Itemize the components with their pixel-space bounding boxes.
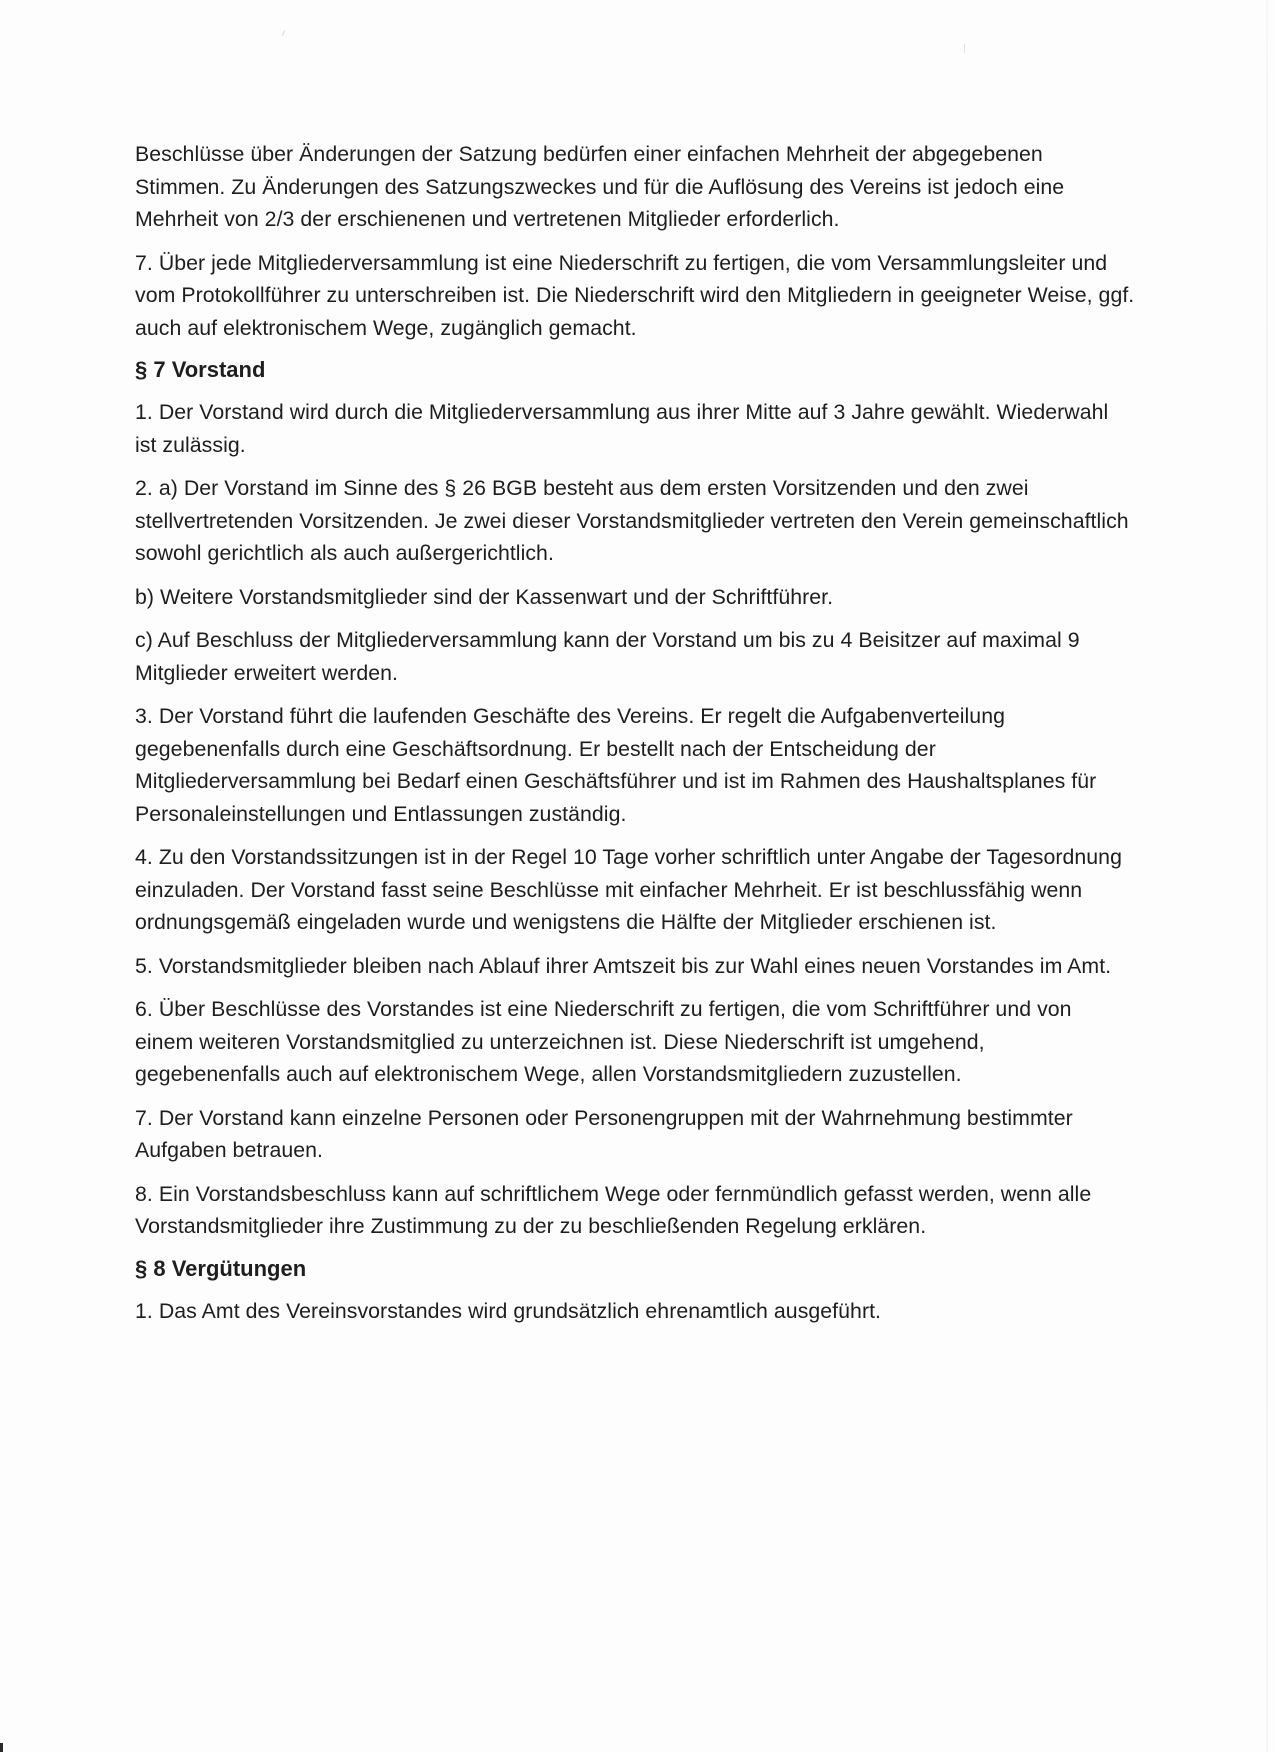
document-body bbox=[135, 138, 1135, 1338]
section-heading-vorstand: § 7 Vorstand bbox=[135, 357, 266, 382]
paragraph-7-3: 3. Der Vorstand führt die laufenden Geschäfte des Vereins. Er regelt die Aufgabenverteilung gegebenenfalls durch eine Geschäftsordnung. Er bestellt nach der Entscheidung der Mitgliederversammlung bei Bedarf einen Geschäftsführer und ist im Rahmen des Haushaltsplanes für Personaleinstellungen und Entlassungen zuständig. bbox=[135, 704, 1097, 826]
scan-edge-shadow bbox=[1266, 0, 1268, 1752]
paragraph-7-5: 5. Vorstandsmitglieder bleiben nach Ablauf ihrer Amtszeit bis zur Wahl eines neuen Vorstandes im Amt. bbox=[135, 953, 1112, 978]
section-heading-verguetungen: § 8 Vergütungen bbox=[135, 1255, 307, 1281]
scan-speck bbox=[964, 44, 965, 53]
scan-mark bbox=[0, 1743, 3, 1752]
paragraph-7-8: 8. Ein Vorstandsbeschluss kann auf schriftlichem Wege oder fernmündlich gefasst werden, wenn alle Vorstandsmitglieder ihre Zustimmung zu der zu beschließenden Regelung erklären. bbox=[135, 1181, 1092, 1238]
paragraph-7-1: 1. Der Vorstand wird durch die Mitgliederversammlung aus ihrer Mitte auf 3 Jahre gewählt. Wiederwahl ist zulässig. bbox=[135, 400, 1109, 457]
paragraph-8-1: 1. Das Amt des Vereinsvorstandes wird grundsätzlich ehrenamtlich ausgeführt. bbox=[135, 1298, 882, 1323]
paragraph-6-7-minutes: 7. Über jede Mitgliederversammlung ist eine Niederschrift zu fertigen, die vom Versammlungsleiter und vom Protokollführer zu unterschreiben ist. Die Niederschrift wird den Mitgliedern in geeigneter Weise, ggf. auch auf elektronischem Wege, zugänglich gemacht. bbox=[135, 250, 1135, 340]
paragraph-7-2c: c) Auf Beschluss der Mitgliederversammlung kann der Vorstand um bis zu 4 Beisitzer auf maximal 9 Mitglieder erweitert werden. bbox=[135, 628, 1080, 685]
paragraph-7-2b: b) Weitere Vorstandsmitglieder sind der Kassenwart und der Schriftführer. bbox=[135, 584, 834, 609]
paragraph-7-6: 6. Über Beschlüsse des Vorstandes ist eine Niederschrift zu fertigen, die vom Schriftführer und von einem weiteren Vorstandsmitglied zu unterzeichnen ist. Diese Niederschrift ist umgehend, gegebenenfalls auch auf elektronischem Wege, allen Vorstandsmitgliedern zuzustellen. bbox=[135, 997, 1072, 1086]
paragraph-7-4: 4. Zu den Vorstandssitzungen ist in der Regel 10 Tage vorher schriftlich unter Angabe der Tagesordnung einzuladen. Der Vorstand fasst seine Beschlüsse mit einfacher Mehrheit. Er ist beschlussfähig wenn ordnungsgemäß eingeladen wurde und wenigstens die Hälfte der Mitglieder erschienen ist. bbox=[135, 845, 1122, 934]
paragraph-amendment-majority: Beschlüsse über Änderungen der Satzung bedürfen einer einfachen Mehrheit der abgegebenen Stimmen. Zu Änderungen des Satzungszweckes und für die Auflösung des Vereins ist jedoch eine Mehrheit von 2/3 der erschienenen und vertretenen Mitglieder erforderlich. bbox=[135, 142, 1065, 231]
paragraph-7-7: 7. Der Vorstand kann einzelne Personen oder Personengruppen mit der Wahrnehmung bestimmter Aufgaben betrauen. bbox=[135, 1105, 1073, 1162]
scan-speck bbox=[282, 30, 285, 36]
paragraph-7-2a: 2. a) Der Vorstand im Sinne des § 26 BGB besteht aus dem ersten Vorsitzenden und den zwei stellvertretenden Vorsitzenden. Je zwei dieser Vorstandsmitglieder vertreten den Verein gemeinschaftlich sowohl gerichtlich als auch außergerichtlich. bbox=[135, 476, 1129, 565]
